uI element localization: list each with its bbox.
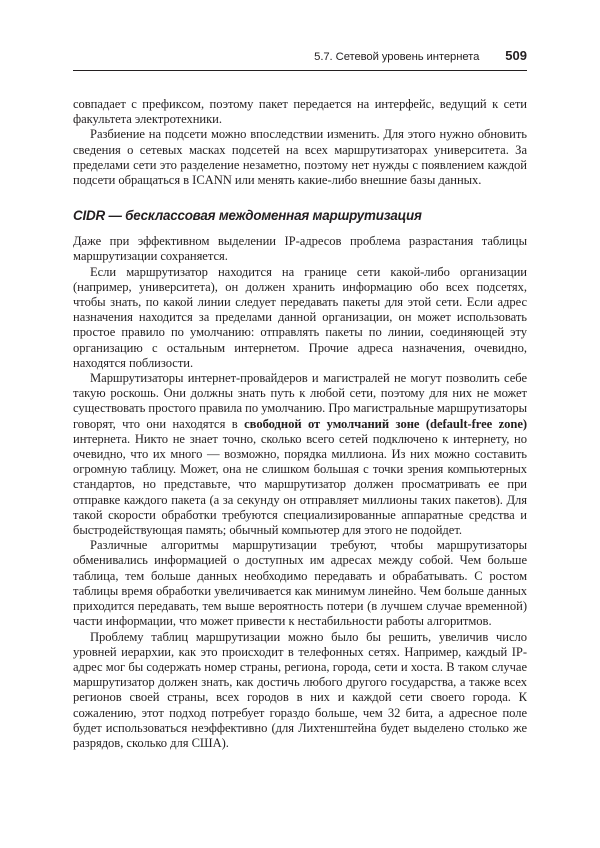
paragraph: Даже при эффективном выделении IP-адресов проблема разрастания таблицы маршрутизации сохраняется.: [73, 234, 527, 264]
page-number: 509: [505, 48, 527, 63]
paragraph: Различные алгоритмы маршрутизации требуют, чтобы маршрутизаторы обменивались информацией о доступных им адресах между собой. Чем больше таблица, тем больше данных необходимо передавать и обрабатывать. С ростом таблицы время обработки увеличивается как минимум линейно. Чем больше данных приходится передавать, тем выше вероятность потери (в лучшем случае временной) части информации, что может привести к нестабильности работы алгоритмов.: [73, 538, 527, 629]
defined-term: свободной от умолчаний зоне (default-free zone): [244, 416, 528, 431]
paragraph-text: Маршрутизаторы интернет-провайдеров и магистралей не могут позволить себе такую роскошь. Они должны знать путь к любой сети, поэтому для них не может существовать простого правила по умолчанию. Про магистральные маршрутизаторы говорят, что они находятся в: [73, 371, 527, 431]
paragraph: Проблему таблиц маршрутизации можно было бы решить, увеличив число уровней иерархии, как это происходит в телефонных сетях. Например, каждый IP-адрес мог бы содержать номер страны, региона, города, сети и хоста. В таком случае маршрутизатор должен знать, как достичь любого другого государства, а также всех регионов своей страны, всех городов в них и каждой сети своего города. К сожалению, этот подход потребует гораздо больше, чем 32 бита, а адресное поле будет использоваться неэффективно (для Лихтенштейна будет выделено столько же разрядов, сколько для США).: [73, 629, 527, 750]
paragraph-text: интернета. Никто не знает точно, сколько всего сетей подключено к интернету, но очевидно, что их много — возможно, порядка миллиона. Из них можно составить огромную таблицу. Может, она не слишком большая с точки зрения компьютерных стандартов, но представьте, что маршрутизатор должен просматривать ее при отправке каждого пакета (а за секунду он отправляет миллионы таких пакетов). Для такой скорости обработки требуются специализированные аппаратные средства и быстродействующая память; обычный компьютер для этого не подойдет.: [73, 431, 527, 538]
paragraph: совпадает с префиксом, поэтому пакет передается на интерфейс, ведущий к сети факультета электротехники.: [73, 97, 527, 127]
paragraph-with-term: [73, 371, 527, 538]
section-heading: CIDR — бесклассовая междоменная маршрутизация: [73, 208, 422, 224]
book-page: [73, 48, 527, 751]
running-head: [73, 48, 527, 71]
paragraph: Разбиение на подсети можно впоследствии изменить. Для этого нужно обновить сведения о сетевых масках подсетей на всех маршрутизаторах университета. За пределами сети это разделение незаметно, поэтому нет нужды с появлением каждой подсети обращаться в ICANN или менять какие-либо внешние базы данных.: [73, 127, 527, 188]
running-head-chapter: 5.7. Сетевой уровень интернета: [314, 51, 480, 63]
paragraph: Если маршрутизатор находится на границе сети какой-либо организации (например, университета), он должен хранить информацию обо всех подсетях, чтобы знать, по какой линии следует передавать пакеты для этой сети. Если адрес назначения находится за пределами данной организации, он может использовать простое правило по умолчанию: отправлять пакеты по линии, соединяющей эту организацию с остальным интернетом. Прочие адреса назначения, очевидно, находятся поблизости.: [73, 264, 527, 370]
